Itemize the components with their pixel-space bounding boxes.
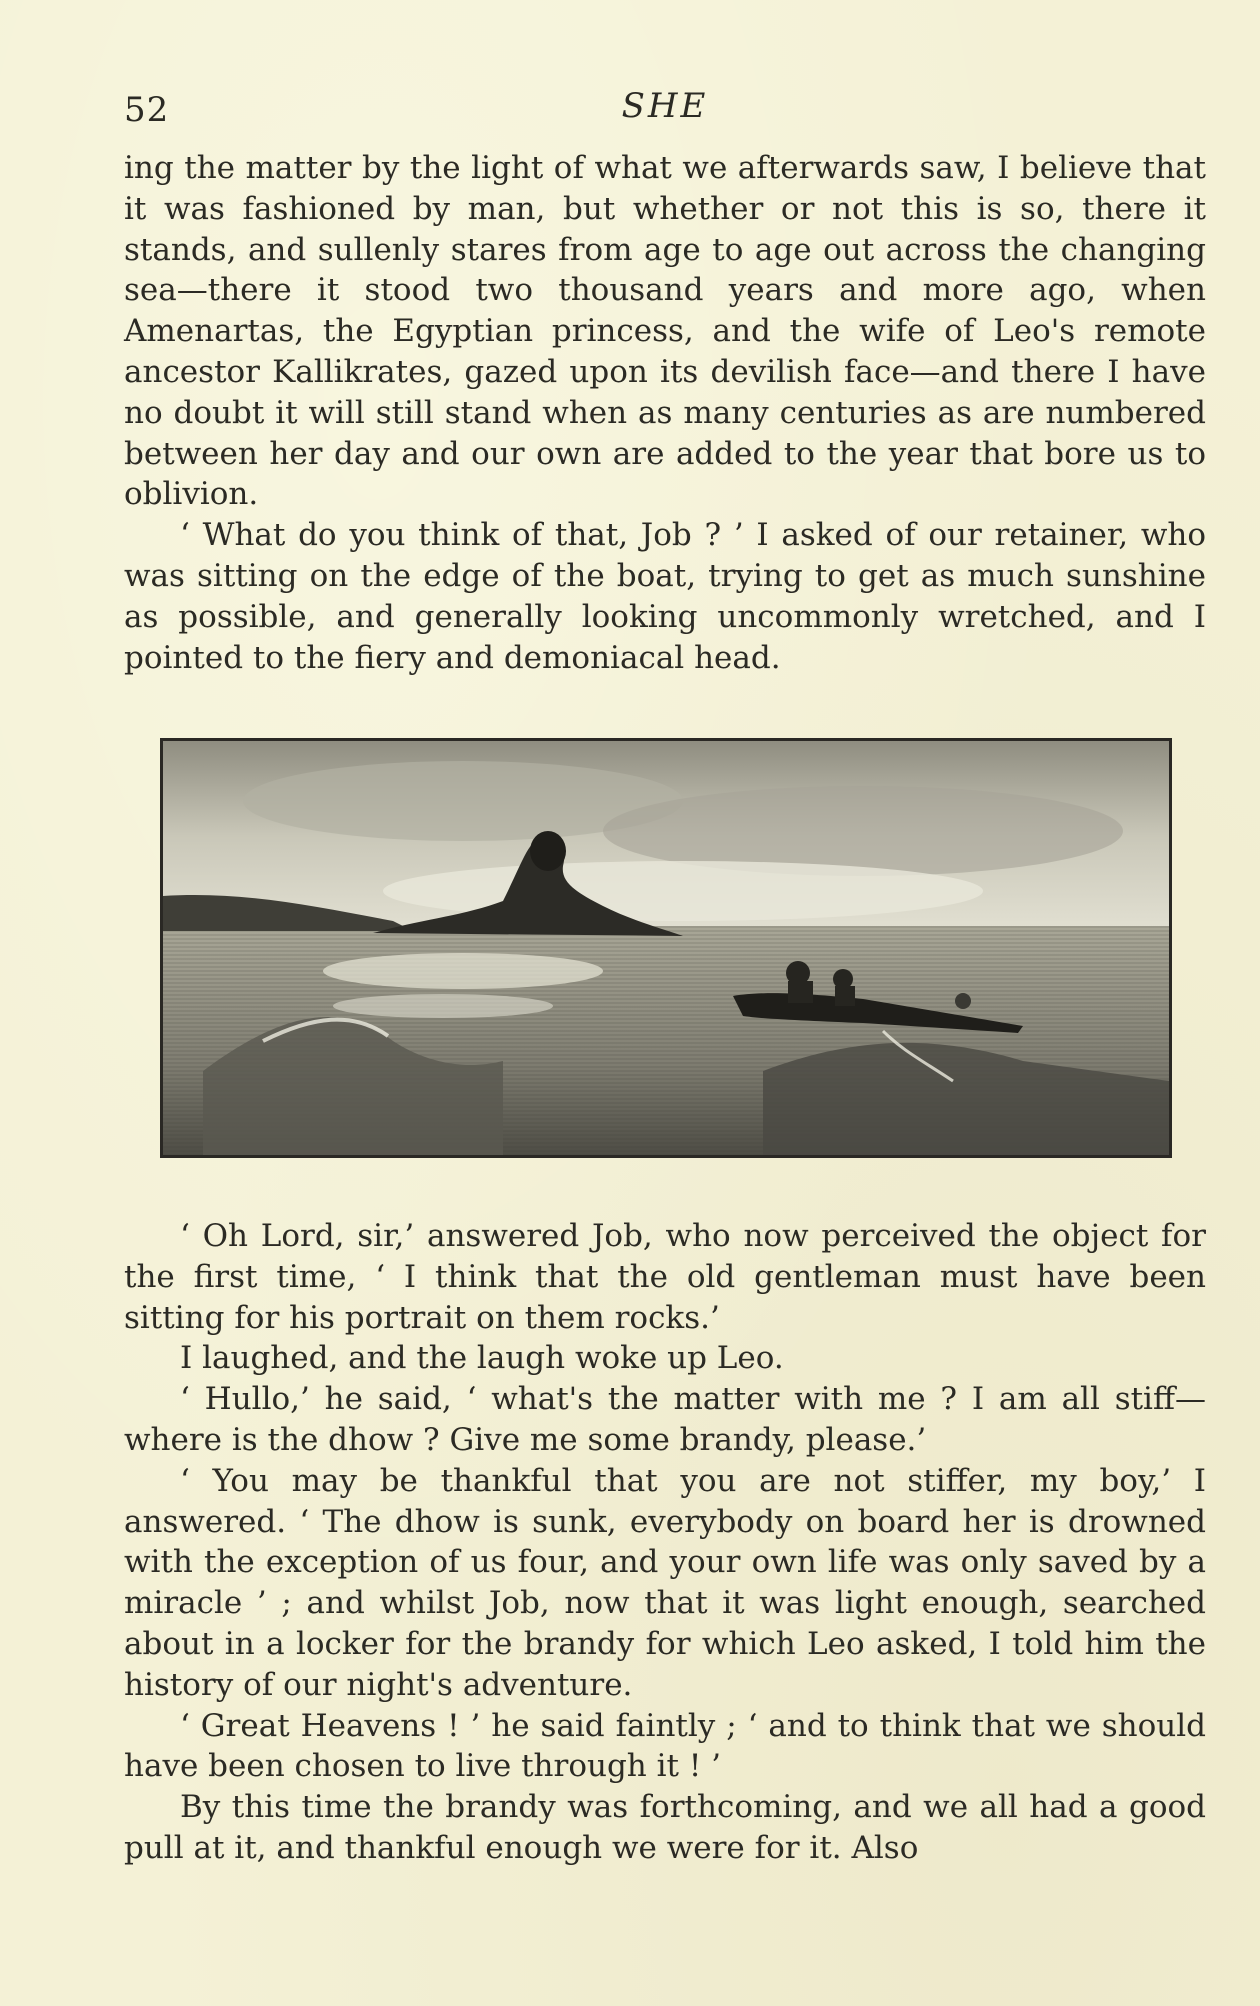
paragraph: By this time the brandy was forthcoming, and we all had a good pull at it, and thankful enough we were for it. Also [124,1789,1206,1866]
figure-body [788,981,813,1003]
page-header [124,80,1206,140]
figure [955,993,971,1009]
engraving-image [163,741,1169,1155]
paragraph: ‘ What do you think of that, Job ? ’ I asked of our retainer, who was sitting on the edge of the boat, trying to get as much sunshine as possible, and generally looking uncommonly wretched, and I pointed to the fiery and demoniacal head. [124,517,1206,676]
running-title: SHE [621,86,709,126]
paragraph: ‘ Hullo,’ he said, ‘ what's the matter with me ? I am all stiff—where is the dhow ? Give me some brandy, please.’ [124,1381,1206,1458]
paragraph: ‘ You may be thankful that you are not stiffer, my boy,’ I answered. ‘ The dhow is sunk, everybody on board her is drowned with the exception of us four, and your own life was only saved by a miracle ’ ; and whilst Job, now that it was light enough, searched about in a locker for the brandy for which Leo asked, I told him the history of our night's adventure. [124,1462,1206,1703]
text-block-top [124,148,1206,678]
figure-body [835,986,855,1006]
paragraph: ing the matter by the light of what we afterwards saw, I believe that it was fashioned by man, but whether or not this is so, there it stands, and sullenly stares from age to age out across the changing sea—there it stood two thousand years and more ago, when Amenartas, the Egyptian princess, and the wife of Leo's remote ancestor Kallikrates, gazed upon its devilish face—and there I have no doubt it will still stand when as many centuries as are numbered between her day and our own are added to the year that bore us to oblivion. [124,150,1206,513]
paragraph: ‘ Great Heavens ! ’ he said faintly ; ‘ and to think that we should have been chosen to live through it ! ’ [124,1707,1206,1785]
text-block-bottom [124,1216,1206,1869]
illustration-sphinx-rock-and-boat [160,738,1172,1158]
paragraph: I laughed, and the laugh woke up Leo. [180,1340,784,1377]
light-reflection [333,994,553,1018]
page-number: 52 [124,90,170,130]
paragraph: ‘ Oh Lord, sir,’ answered Job, who now perceived the object for the first time, ‘ I think that the old gentleman must have been sitting for his portrait on them rocks.’ [124,1218,1206,1336]
sphinx-head [530,831,566,871]
light-reflection [323,953,603,989]
